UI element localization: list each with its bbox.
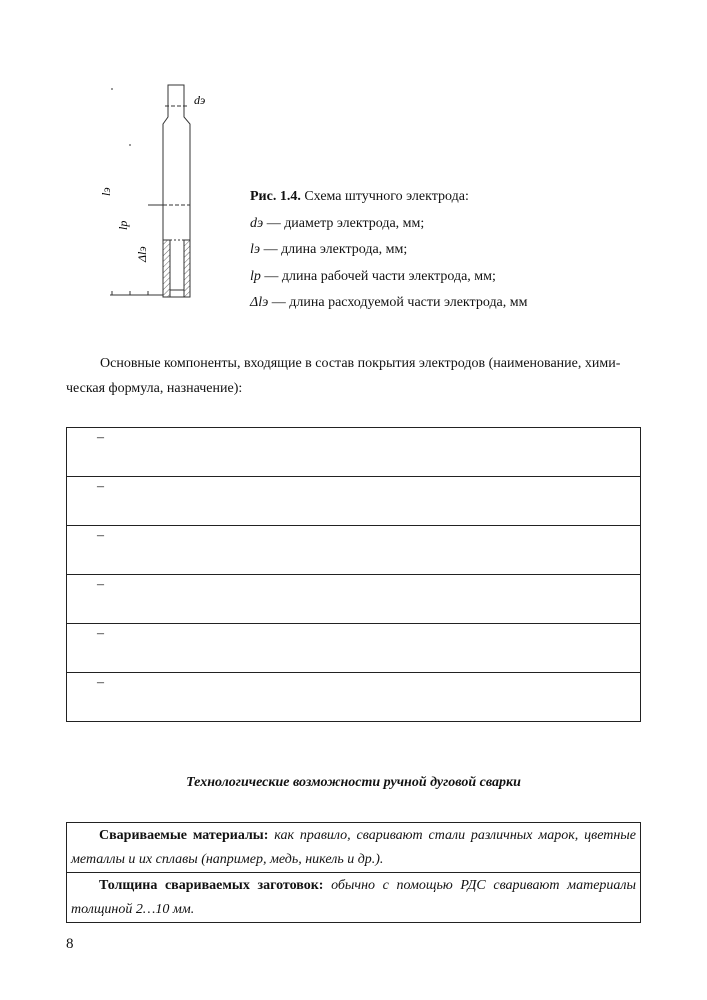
table-row[interactable]: – <box>67 575 641 624</box>
caption-title: Рис. 1.4. <box>250 189 301 204</box>
legend-item: lэ — длина электрода, мм; <box>250 242 408 257</box>
legend-item: dэ — диаметр электрода, мм; <box>250 215 425 231</box>
table-row <box>67 823 641 873</box>
table-row[interactable]: – <box>67 428 641 477</box>
row-label: Свариваемые материалы: <box>99 828 269 843</box>
row-text: обычно с помощью РДС сваривают материалы толщиной 2…10 мм. <box>71 878 636 917</box>
row-label: Толщина свариваемых заготовок: <box>99 878 324 893</box>
label-l: lэ <box>99 187 113 196</box>
caption-text: Схема штучного электрода: <box>300 189 469 204</box>
intro-line-1: Основные компоненты, входящие в состав покрытия электродов (наименование, хими- <box>100 356 621 371</box>
legend-item: Δlэ — длина расходуемой части электрода, мм <box>250 295 528 310</box>
table-row <box>67 873 641 923</box>
electrode-diagram <box>0 0 250 310</box>
table-row[interactable]: – <box>67 477 641 526</box>
label-lp: lр <box>116 220 130 230</box>
page-number: 8 <box>66 936 74 952</box>
capabilities-table <box>66 822 641 923</box>
intro-line-2: ческая формула, назначение): <box>66 381 243 396</box>
table-row[interactable]: – <box>67 673 641 722</box>
components-table <box>66 427 641 722</box>
section-heading: Технологические возможности ручной дуговой сварки <box>186 775 521 790</box>
label-dl: Δlэ <box>135 246 149 262</box>
figure-caption <box>250 184 528 317</box>
label-d: dэ <box>194 93 206 107</box>
table-row[interactable]: – <box>67 624 641 673</box>
table-row[interactable]: – <box>67 526 641 575</box>
legend-item: lр — длина рабочей части электрода, мм; <box>250 268 496 284</box>
row-text: как правило, сваривают стали различных марок, цветные металлы и их сплавы (например, медь, никель и др.). <box>71 828 636 867</box>
